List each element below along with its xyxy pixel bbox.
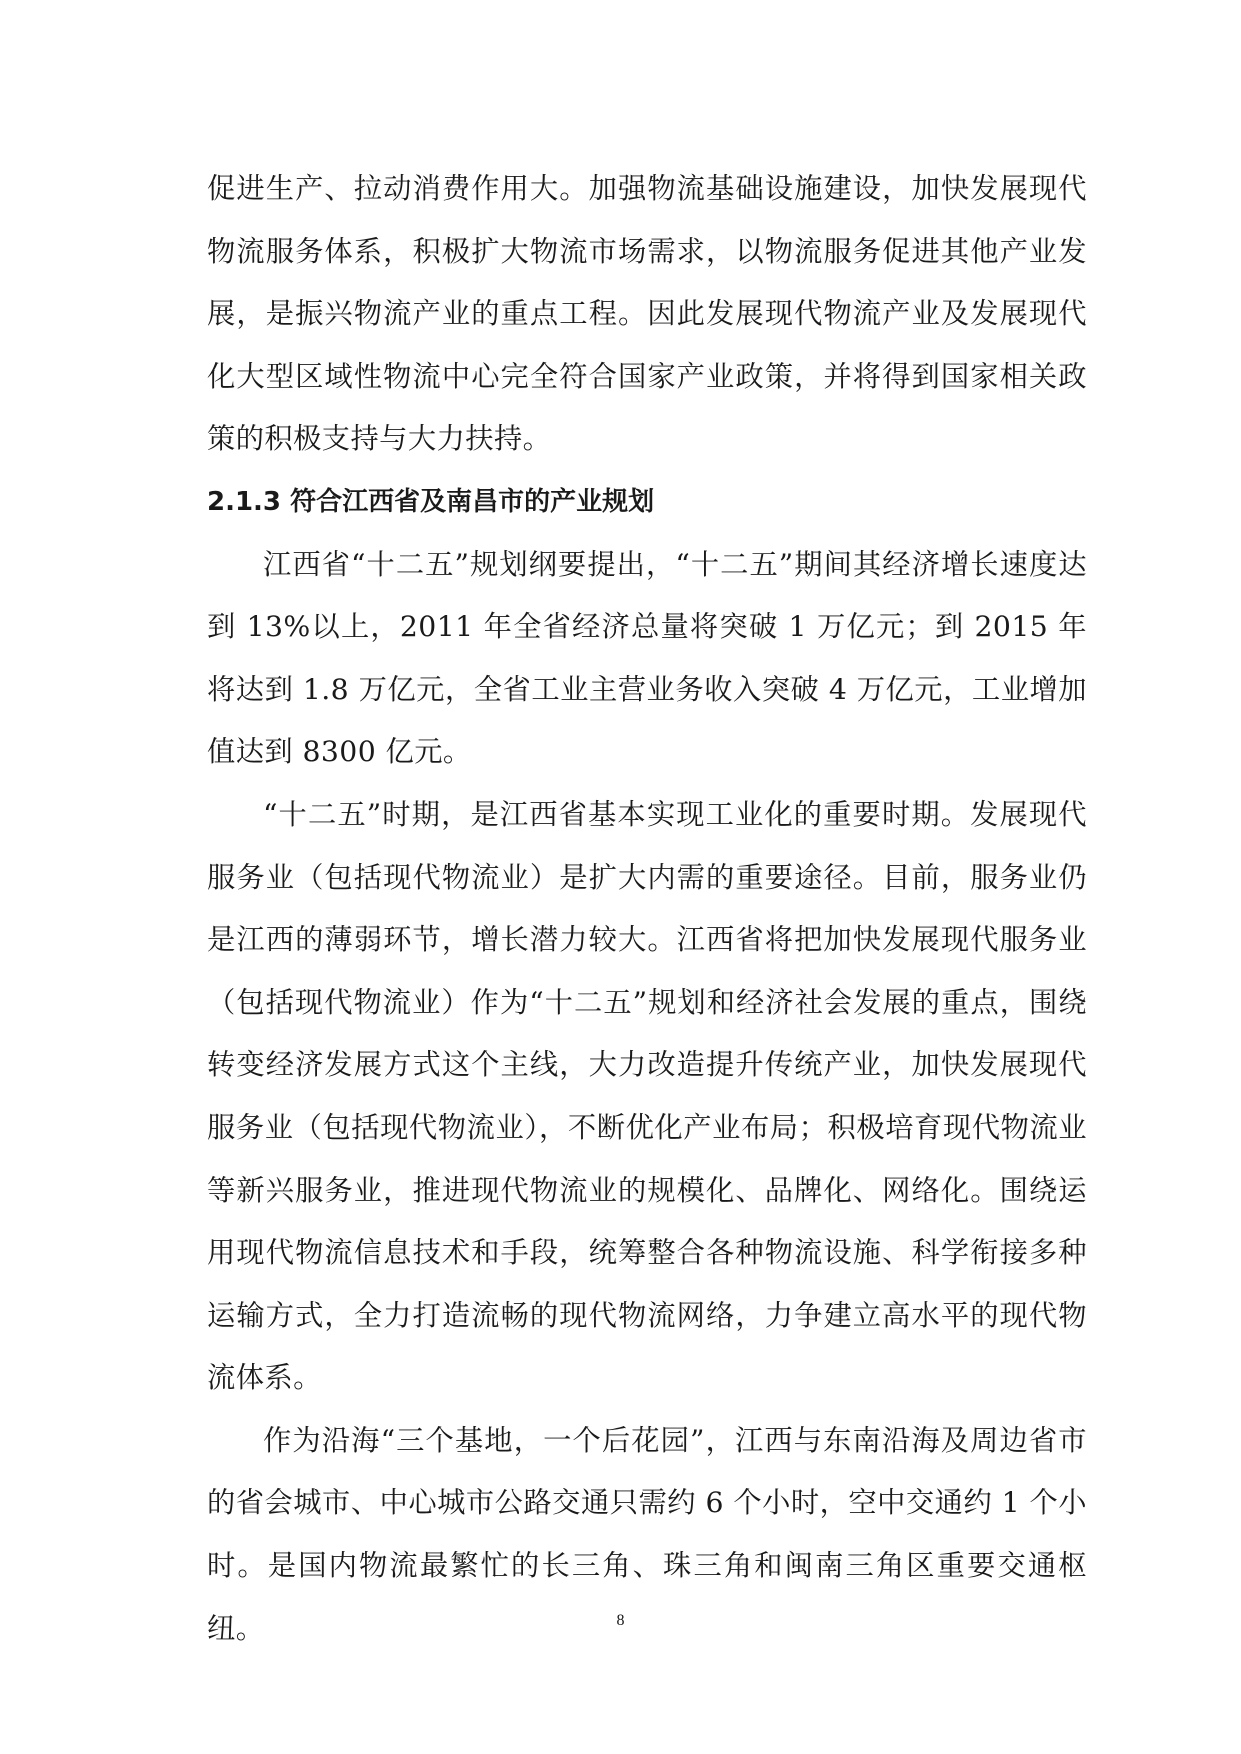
paragraph-industrialization: “十二五”时期，是江西省基本实现工业化的重要时期。发展现代服务业（包括现代物流业）是扩大内需的重要途径。目前，服务业仍是江西的薄弱环节，增长潜力较大。江西省将把加快发展现代服务业（包括现代物流业）作为“十二五”规划和经济社会发展的重点，围绕转变经济发展方式这个主线，大力改造提升传统产业，加快发展现代服务业（包括现代物流业），不断优化产业布局；积极培育现代物流业等新兴服务业，推进现代物流业的规模化、品牌化、网络化。围绕运用现代物流信息技术和手段，统筹整合各种物流设施、科学衔接多种运输方式，全力打造流畅的现代物流网络，力争建立高水平的现代物流体系。 bbox=[207, 797, 1087, 1395]
body-text bbox=[207, 158, 1087, 1660]
section-heading: 2.1.3 符合江西省及南昌市的产业规划 bbox=[207, 486, 655, 517]
paragraph-national-policy: 促进生产、拉动消费作用大。加强物流基础设施建设，加快发展现代物流服务体系，积极扩大物流市场需求，以物流服务促进其他产业发展，是振兴物流产业的重点工程。因此发展现代物流产业及发展现代化大型区域性物流中心完全符合国家产业政策，并将得到国家相关政策的积极支持与大力扶持。 bbox=[207, 172, 1087, 456]
page-number: 8 bbox=[616, 1612, 625, 1629]
paragraph-transport-hub: 作为沿海“三个基地，一个后花园”，江西与东南沿海及周边省市的省会城市、中心城市公路交通只需约 6 个小时，空中交通约 1 个小时。是国内物流最繁忙的长三角、珠三角和闽南三角区重要交通枢纽。 bbox=[207, 1423, 1087, 1645]
paragraph-jiangxi-plan: 江西省“十二五”规划纲要提出，“十二五”期间其经济增长速度达到 13%以上，2011 年全省经济总量将突破 1 万亿元；到 2015 年将达到 1.8 万亿元，全省工业主营业务收入突破 4 万亿元，工业增加值达到 8300 亿元。 bbox=[207, 547, 1087, 769]
